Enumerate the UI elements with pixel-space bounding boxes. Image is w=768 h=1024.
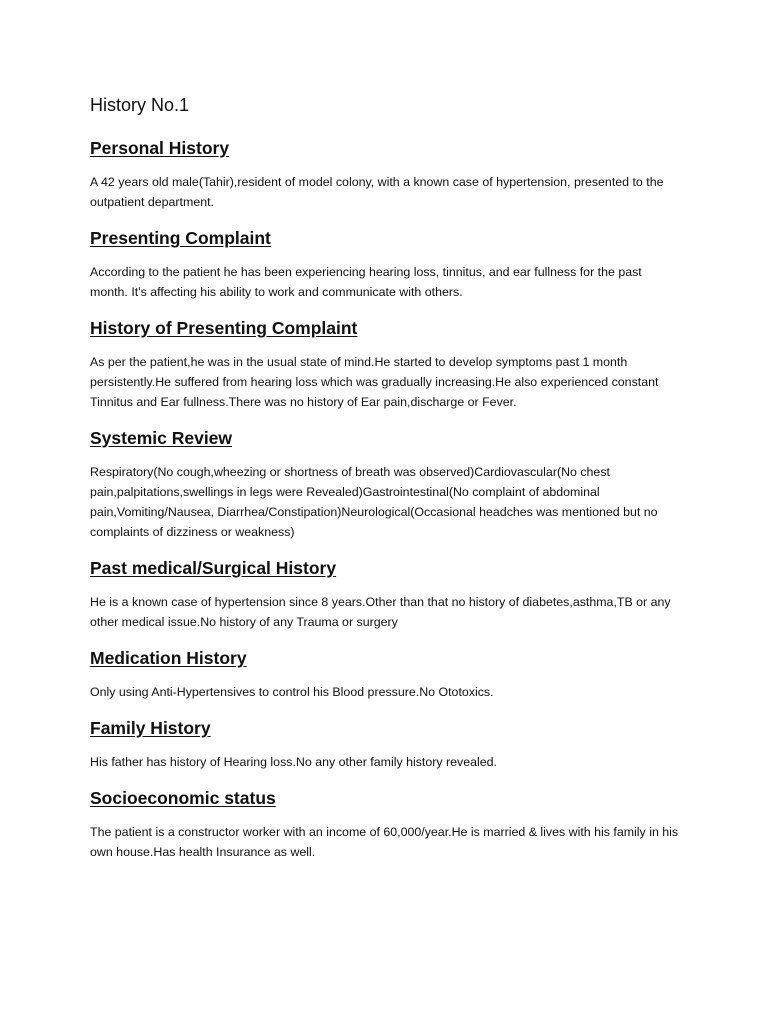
section-past-medical-surgical-history <box>90 556 680 632</box>
section-personal-history <box>90 136 680 212</box>
section-body: According to the patient he has been experiencing hearing loss, tinnitus, and ear fullness for the past month. It's affecting his ability to work and communicate with others. <box>90 265 642 299</box>
section-heading: Family History <box>90 718 211 738</box>
section-heading: Socioeconomic status <box>90 788 276 808</box>
section-socioeconomic-status <box>90 786 680 862</box>
section-family-history <box>90 716 680 772</box>
section-body: He is a known case of hypertension since 8 years.Other than that no history of diabetes,asthma,TB or any other medical issue.No history of any Trauma or surgery <box>90 595 671 629</box>
section-body: As per the patient,he was in the usual state of mind.He started to develop symptoms past 1 month persistently.He suffered from hearing loss which was gradually increasing.He also experienced constant Tinnitus and Ear fullness.There was no history of Ear pain,discharge or Fever. <box>90 355 659 409</box>
section-heading: Medication History <box>90 648 247 668</box>
section-heading: History of Presenting Complaint <box>90 318 358 338</box>
section-body: Respiratory(No cough,wheezing or shortness of breath was observed)Cardiovascular(No chest pain,palpitations,swellings in legs were Revealed)Gastrointestinal(No complaint of abdominal pain,Vomiting/Nausea, Diarrhea/Constipation)Neurological(Occasional headches was mentioned but no complaints of dizziness or weakness) <box>90 465 658 539</box>
section-body: The patient is a constructor worker with an income of 60,000/year.He is married & lives with his family in his own house.Has health Insurance as well. <box>90 825 679 859</box>
section-heading: Presenting Complaint <box>90 228 271 248</box>
section-medication-history <box>90 646 680 702</box>
section-body: His father has history of Hearing loss.No any other family history revealed. <box>90 755 498 769</box>
section-body: Only using Anti-Hypertensives to control his Blood pressure.No Ototoxics. <box>90 685 494 699</box>
document-page <box>90 92 680 876</box>
section-presenting-complaint <box>90 226 680 302</box>
section-body: A 42 years old male(Tahir),resident of model colony, with a known case of hypertension, presented to the outpatient department. <box>90 175 664 209</box>
section-heading: Systemic Review <box>90 428 233 448</box>
section-history-of-presenting-complaint <box>90 316 680 412</box>
document-title: History No.1 <box>90 95 190 115</box>
section-systemic-review <box>90 426 680 542</box>
section-heading: Past medical/Surgical History <box>90 558 337 578</box>
section-heading: Personal History <box>90 138 230 158</box>
